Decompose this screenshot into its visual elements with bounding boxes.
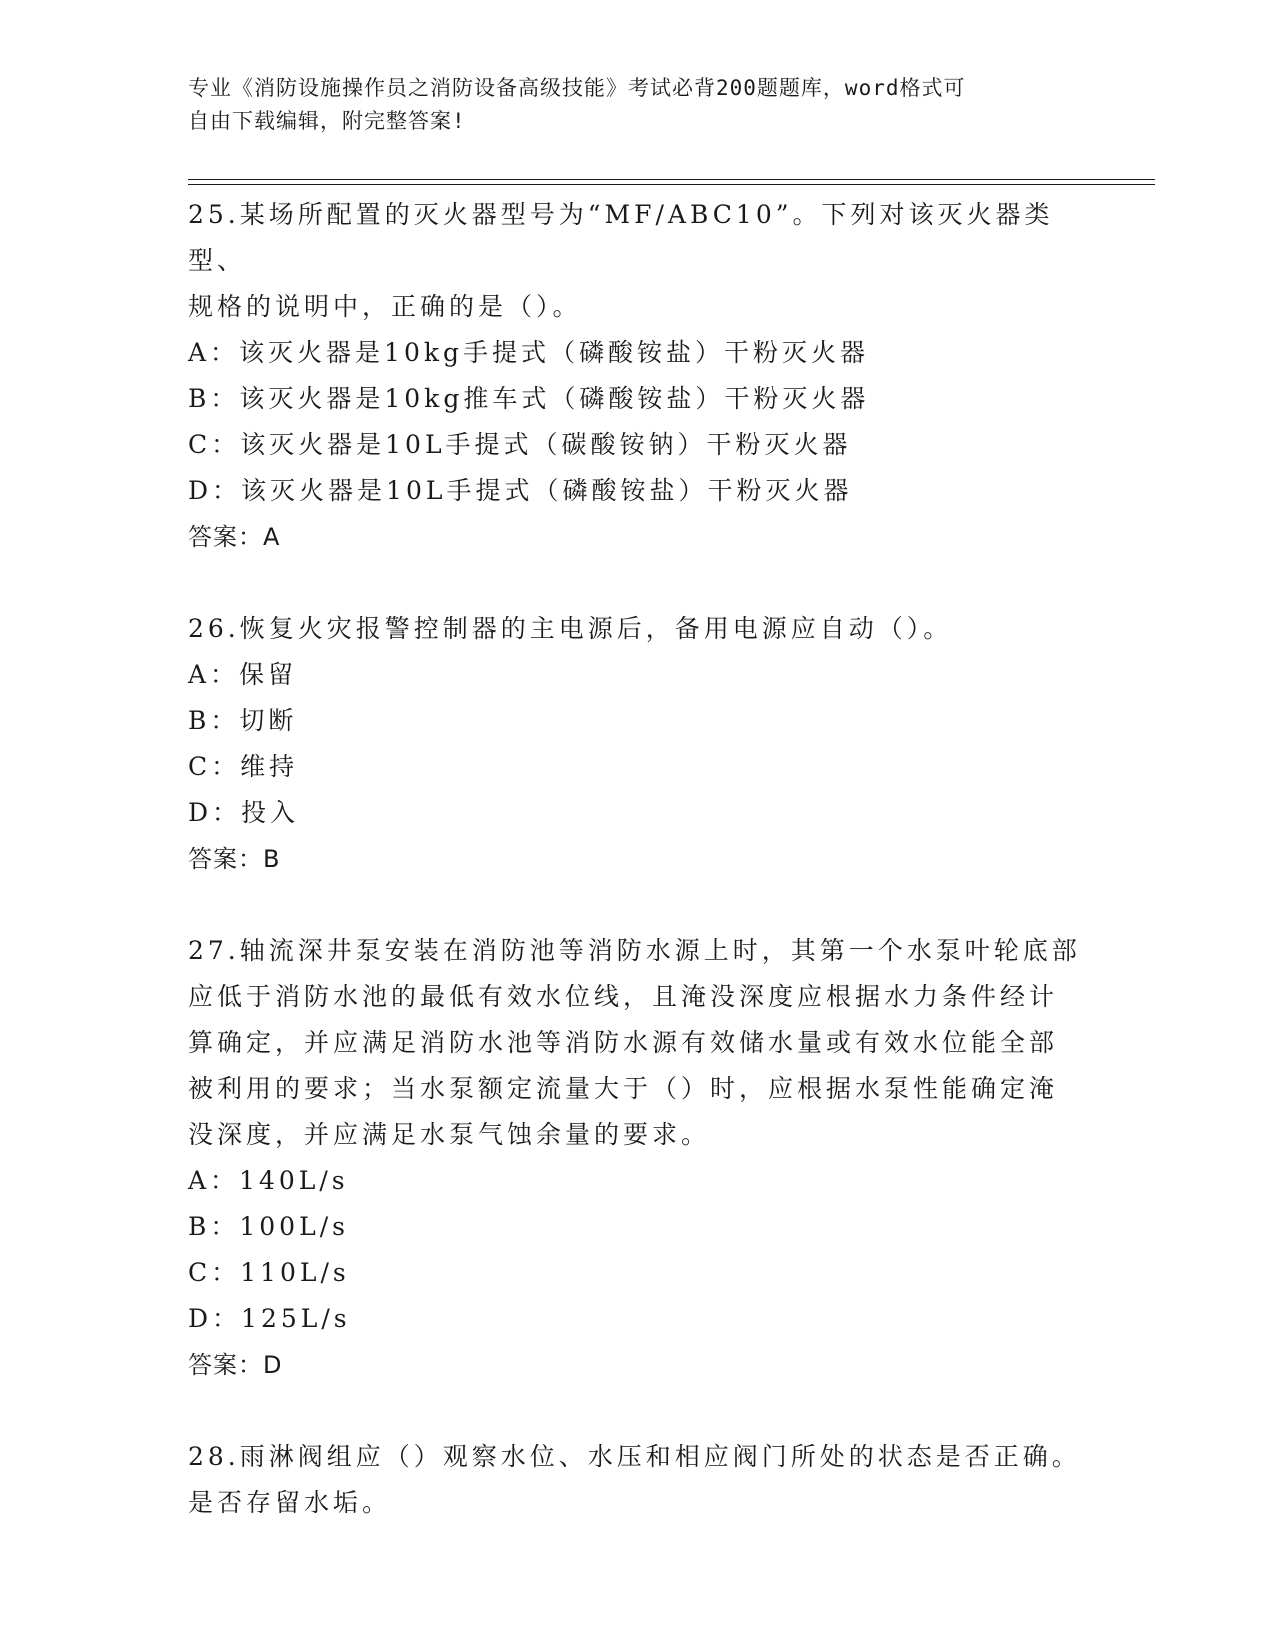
header-line-2: 自由下载编辑，附完整答案! [188,109,466,133]
option-b: B：100L/s [188,1212,349,1241]
option-c: C：该灭火器是10L手提式（碳酸铵钠）干粉灭火器 [188,430,852,459]
question-25 [188,192,1088,560]
option-c: C：维持 [188,752,299,781]
option-a: A：该灭火器是10kg手提式（磷酸铵盐）干粉灭火器 [188,338,870,367]
question-stem-line: 25.某场所配置的灭火器型号为“MF/ABC10”。下列对该灭火器类型、 [188,200,1054,275]
question-26 [188,606,1088,882]
question-stem-line: 27.轴流深井泵安装在消防池等消防水源上时，其第一个水泵叶轮底部 [188,936,1081,965]
question-spacer [188,1388,1088,1434]
question-stem-line: 是否存留水垢。 [188,1488,392,1517]
option-d: D：投入 [188,798,300,827]
option-c: C：110L/s [188,1258,350,1287]
question-stem-line: 28.雨淋阀组应（）观察水位、水压和相应阀门所处的状态是否正确。 [188,1442,1081,1471]
question-stem-line: 应低于消防水池的最低有效水位线，且淹没深度应根据水力条件经计 [188,982,1059,1011]
header-divider-bottom [188,184,1155,185]
question-stem-line: 算确定，并应满足消防水池等消防水源有效储水量或有效水位能全部 [188,1028,1059,1057]
option-d: D：125L/s [188,1304,351,1333]
question-28 [188,1434,1088,1526]
header-divider-top [188,179,1155,180]
option-b: B：切断 [188,706,298,735]
option-a: A：保留 [188,660,298,689]
option-d: D：该灭火器是10L手提式（磷酸铵盐）干粉灭火器 [188,476,853,505]
question-list [188,192,1088,1526]
question-stem-line: 规格的说明中，正确的是（）。 [188,292,582,321]
answer-line: 答案：D [188,1351,283,1379]
document-header [188,72,1068,138]
question-27 [188,928,1088,1388]
question-stem-line: 26.恢复火灾报警控制器的主电源后，备用电源应自动（）。 [188,614,953,643]
answer-line: 答案：A [188,523,281,551]
option-b: B：该灭火器是10kg推车式（磷酸铵盐）干粉灭火器 [188,384,870,413]
question-stem-line: 被利用的要求；当水泵额定流量大于（）时，应根据水泵性能确定淹 [188,1074,1059,1103]
question-stem-line: 没深度，并应满足水泵气蚀余量的要求。 [188,1120,711,1149]
question-spacer [188,882,1088,928]
header-line-1: 专业《消防设施操作员之消防设备高级技能》考试必背200题题库，word格式可 [188,76,966,100]
answer-line: 答案：B [188,845,281,873]
question-spacer [188,560,1088,606]
option-a: A：140L/s [188,1166,349,1195]
